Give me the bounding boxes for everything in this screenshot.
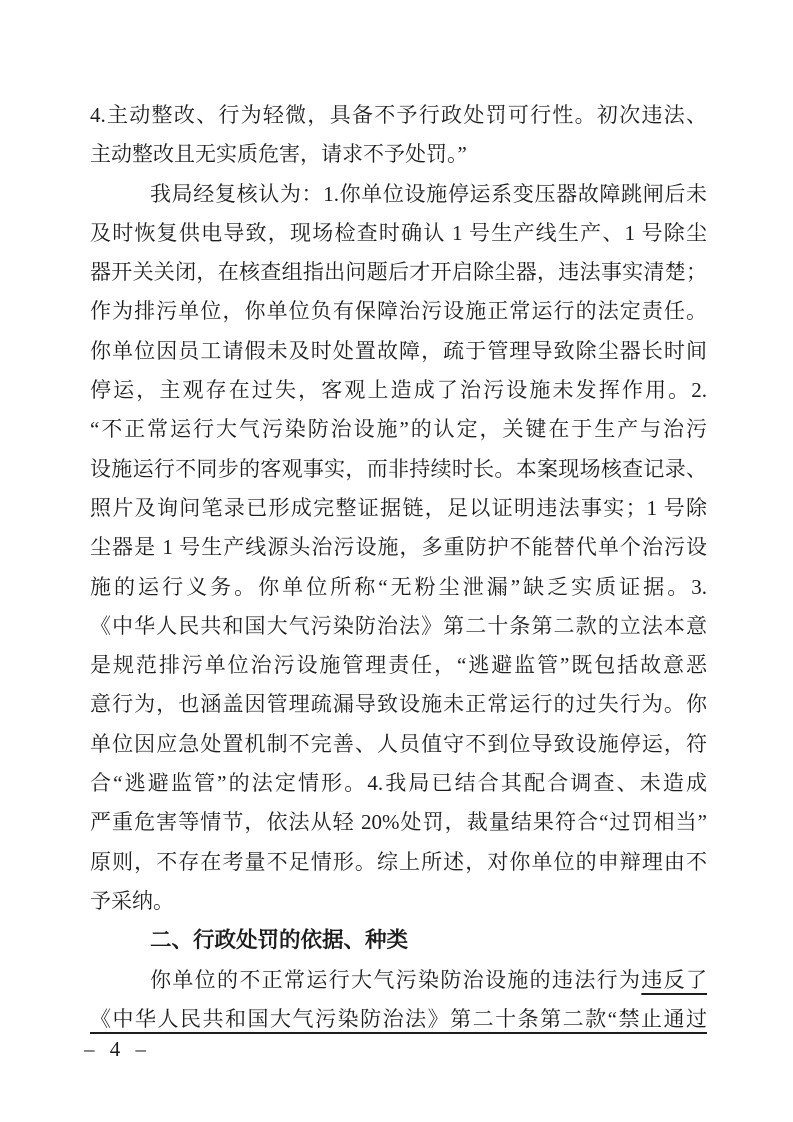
page-number: – 4 – xyxy=(84,1037,151,1061)
text-segment: 合“逃避监管”的法定情形。4.我局已结合其配合调查、未造成 xyxy=(90,771,707,796)
text-segment: 意行为，也涵盖因管理疏漏导致设施未正常运行的过失行为。你 xyxy=(90,692,707,717)
underlined-text: 《中华人民共和国大气污染防治法》第二十条第二款“禁止通过 xyxy=(90,1006,707,1031)
text-line xyxy=(90,135,707,174)
text-line xyxy=(90,489,707,528)
text-line xyxy=(90,882,707,921)
text-segment: 原则，不存在考量不足情形。综上所述，对你单位的申辩理由不 xyxy=(90,849,707,874)
text-line xyxy=(90,253,707,292)
text-line xyxy=(90,1000,707,1039)
text-segment: 及时恢复供电导致，现场检查时确认 1 号生产线生产、1 号除尘 xyxy=(90,220,707,245)
text-segment: 我局经复核认为：1.你单位设施停运系变压器故障跳闸后未 xyxy=(150,181,707,206)
section-heading xyxy=(90,921,707,960)
document-body xyxy=(90,96,707,1039)
text-segment: 予采纳。 xyxy=(90,888,174,913)
text-segment: “不正常运行大气污染防治设施”的认定，关键在于生产与治污 xyxy=(90,417,707,442)
text-line xyxy=(90,568,707,607)
text-segment: 作为排污单位，你单位负有保障治污设施正常运行的法定责任。 xyxy=(90,299,707,324)
text-segment: 停运，主观存在过失，客观上造成了治污设施未发挥作用。2. xyxy=(90,378,707,403)
text-segment: 4.主动整改、行为轻微，具备不予行政处罚可行性。初次违法、 xyxy=(90,103,707,127)
text-line xyxy=(90,292,707,331)
text-line xyxy=(90,410,707,449)
text-line xyxy=(90,214,707,253)
text-line xyxy=(90,450,707,489)
text-line xyxy=(90,725,707,764)
text-line xyxy=(90,764,707,803)
text-segment: 主动整改且无实质危害，请求不予处罚。” xyxy=(90,142,467,167)
text-segment: 二、行政处罚的依据、种类 xyxy=(150,928,409,953)
text-line xyxy=(90,843,707,882)
text-segment: 严重危害等情节，依法从轻 20%处罚，裁量结果符合“过罚相当” xyxy=(90,810,707,835)
text-segment: 施的运行义务。你单位所称“无粉尘泄漏”缺乏实质证据。3. xyxy=(90,574,707,599)
text-line xyxy=(90,607,707,646)
text-segment: 你单位因员工请假未及时处置故障，疏于管理导致除尘器长时间 xyxy=(90,338,707,363)
text-line xyxy=(90,528,707,567)
text-segment: 单位因应急处置机制不完善、人员值守不到位导致设施停运，符 xyxy=(90,731,707,756)
text-segment: 器开关关闭，在核查组指出问题后才开启除尘器，违法事实清楚； xyxy=(90,260,707,285)
text-line xyxy=(90,371,707,410)
text-line xyxy=(90,685,707,724)
text-segment: 尘器是 1 号生产线源头治污设施，多重防护不能替代单个治污设 xyxy=(90,535,707,560)
text-segment: 《中华人民共和国大气污染防治法》第二十条第二款的立法本意 xyxy=(90,613,707,638)
text-line xyxy=(90,803,707,842)
text-line xyxy=(90,646,707,685)
text-segment: 你单位的不正常运行大气污染防治设施的违法行为 xyxy=(150,967,642,992)
text-line xyxy=(90,961,707,1000)
text-line xyxy=(90,175,707,214)
text-segment: 设施运行不同步的客观事实，而非持续时长。本案现场核查记录、 xyxy=(90,456,707,481)
text-line xyxy=(90,96,707,135)
underlined-text: 违反了 xyxy=(641,967,708,992)
text-segment: 是规范排污单位治污设施管理责任，“逃避监管”既包括故意恶 xyxy=(90,653,707,678)
text-segment: 照片及询问笔录已形成完整证据链，足以证明违法事实；1 号除 xyxy=(90,495,707,520)
text-line xyxy=(90,332,707,371)
